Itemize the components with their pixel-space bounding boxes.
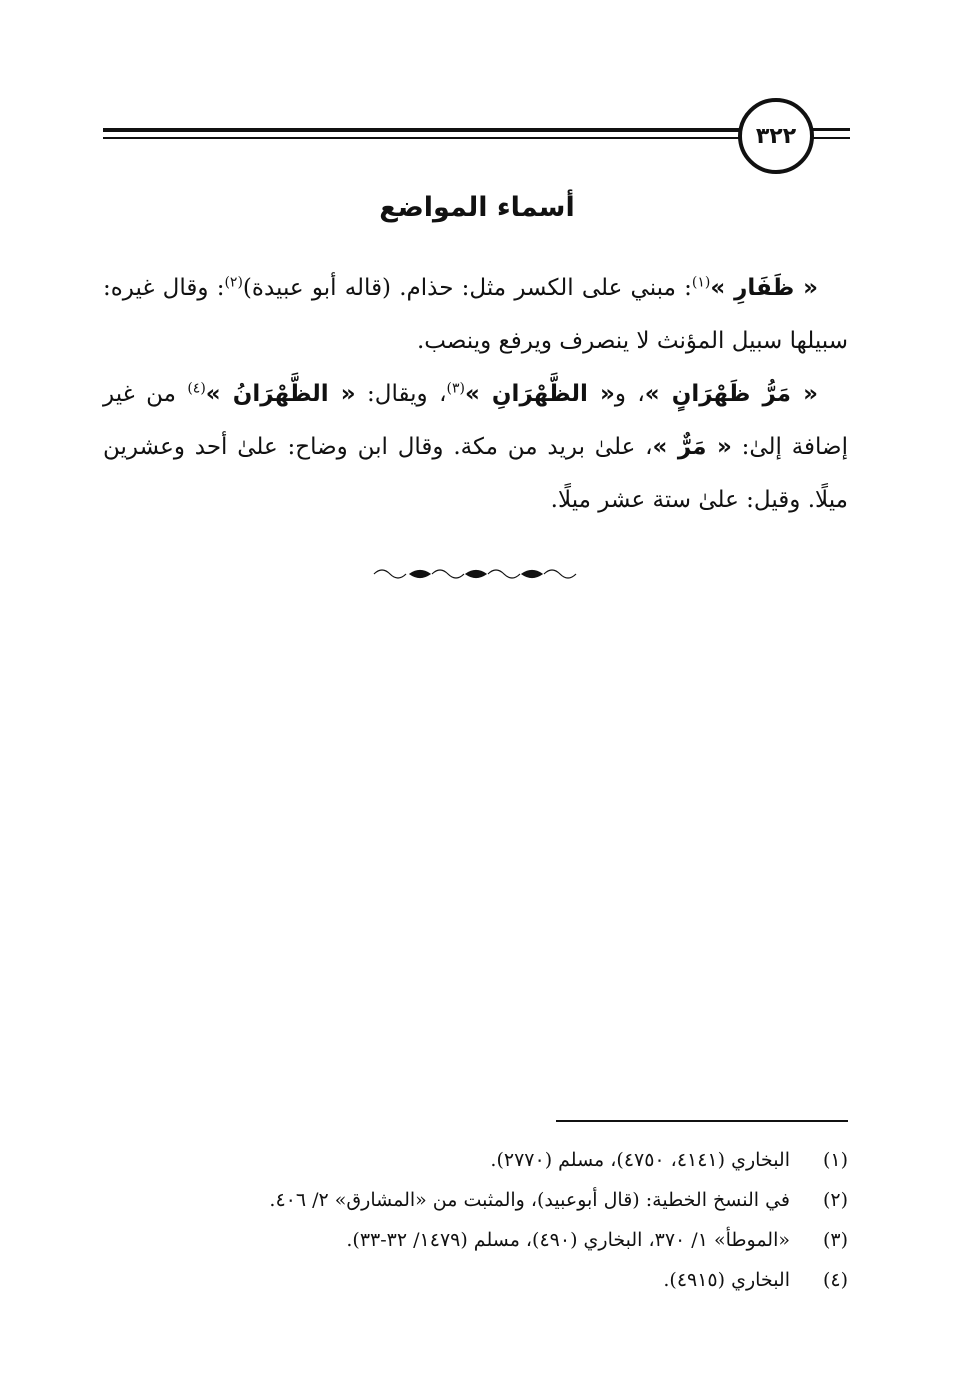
footnote-mark: (٢) <box>822 1189 848 1211</box>
footnote-ref-1: (١) <box>691 274 711 291</box>
footnotes <box>103 1140 848 1300</box>
header-rule-right-thin <box>810 137 850 139</box>
footnote-separator <box>556 1120 848 1122</box>
section-title: أسماء المواضع <box>379 192 575 223</box>
footnote-item <box>103 1220 848 1260</box>
footnote-item <box>103 1140 848 1180</box>
footnote-ref-4: (٤) <box>187 380 206 397</box>
footnote-text: البخاري (٤١٤١، ٤٧٥٠)، مسلم (٢٧٧٠). <box>490 1149 790 1171</box>
page-number: ٣٢٢ <box>755 123 797 149</box>
footnote-item <box>103 1260 848 1300</box>
footnote-text: في النسخ الخطية: (قال أبوعبيد)، والمثبت من «المشارق» ٢/ ٤٠٦. <box>269 1189 790 1211</box>
footnote-mark: (٤) <box>822 1269 848 1291</box>
footnote-text: «الموطأ» ١/ ٣٧٠، البخاري (٤٩٠)، مسلم (١٤٧٩/ ٣٢-٣٣). <box>346 1229 790 1251</box>
header-rule-right <box>810 128 850 131</box>
footnote-ref-3: (٣) <box>446 380 465 397</box>
footnote-text: البخاري (٤٩١٥). <box>663 1269 790 1291</box>
footnote-ref-2: (٢) <box>224 274 243 291</box>
term-al-zahran-2: « الظَّهْرَانُ » <box>205 381 356 407</box>
paragraph-1-text-a: : مبني على الكسر مثل: حذام. (قاله أبو عبيدة) <box>242 275 692 301</box>
footnote-item <box>103 1180 848 1220</box>
footnote-mark: (٣) <box>822 1229 848 1251</box>
header-rule-thin <box>103 137 743 139</box>
paragraph-2-sep-2: ، ويقال: <box>355 381 447 407</box>
paragraph-1-text-b: : وقال غيره: سبيلها سبيل المؤنث لا ينصرف ويرفع وينصب. <box>103 275 848 354</box>
term-al-zahran-1: « الظَّهْرَانِ » <box>464 381 615 407</box>
paragraph-2-sep-1: ، و <box>614 381 645 407</box>
ornament-divider <box>370 564 585 584</box>
term-zafar: « ظَفَارِ » <box>710 275 818 301</box>
footnote-mark: (١) <box>822 1149 848 1171</box>
paragraph-1 <box>103 262 848 368</box>
term-marr-zahran: « مَرُّ ظَهْرَانٍ » <box>644 381 819 407</box>
paragraph-2-text-a: من غير إضافة إلىٰ: <box>103 381 848 460</box>
main-text <box>103 262 848 527</box>
term-marr: « مَرٌّ » <box>652 434 732 460</box>
paragraph-2 <box>103 368 848 527</box>
paragraph-2-text-b: ، علىٰ بريد من مكة. وقال ابن وضاح: علىٰ أحد وعشرين ميلًا. وقيل: علىٰ ستة عشر ميلًا. <box>103 434 848 513</box>
page-number-badge <box>738 98 814 174</box>
header-rule <box>103 128 743 132</box>
